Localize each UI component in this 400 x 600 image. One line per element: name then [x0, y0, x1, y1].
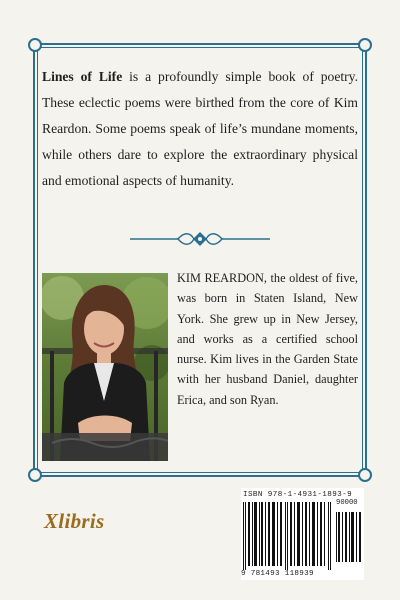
frame-corner-ornament [28, 38, 42, 52]
price-code: 90000 [336, 499, 358, 507]
frame-corner-ornament [358, 468, 372, 482]
ean-barcode-icon [243, 502, 333, 570]
ean-number: 9 781493 118939 [241, 570, 314, 578]
book-title: Lines of Life [42, 69, 123, 84]
author-bio: KIM REARDON, the oldest of five, was born in Staten Island, New York. She grew up in New Jersey, and works as a certified school nurse. Kim lives in the Garden State with her husband Daniel, daughter Erica, and son Ryan. [177, 271, 358, 407]
isbn-label: ISBN 978-1-4931-1893-9 [243, 491, 353, 499]
isbn-barcode [241, 488, 364, 580]
publisher-logo: Xlibris [44, 509, 105, 533]
ornament-divider-icon [130, 228, 270, 250]
price-barcode-icon [336, 502, 362, 562]
book-description-text: is a profoundly simple book of poetry. These eclectic poems were birthed from the core of Kim Reardon. Some poems speak of life’s mundane moments, while others dare to explore the extraordinary physical and emotional aspects of humanity. [42, 69, 358, 188]
book-description [42, 64, 358, 194]
frame-corner-ornament [358, 38, 372, 52]
author-photo [42, 273, 168, 461]
frame-corner-ornament [28, 468, 42, 482]
